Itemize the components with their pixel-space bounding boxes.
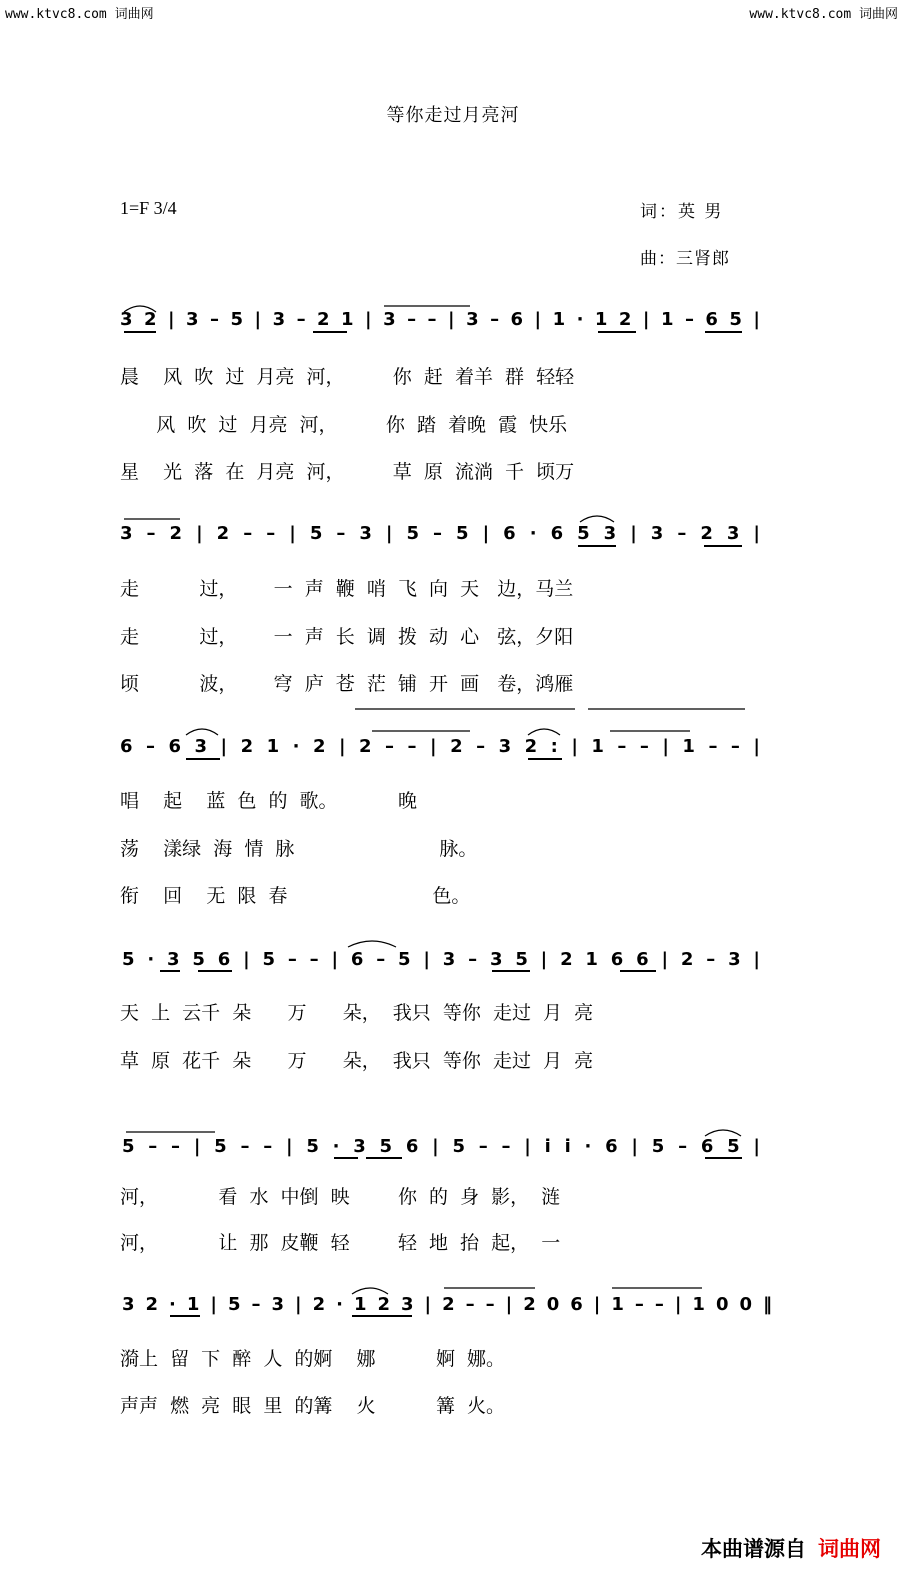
notation-line-3 xyxy=(0,705,906,765)
notation-system-2 xyxy=(0,502,906,562)
lyric-5-2: 河， 让 那 皮鞭 轻 轻 地 抬 起， 一 xyxy=(120,1232,561,1254)
lyric-5-1: 河， 看 水 中倒 映 你 的 身 影， 涟 xyxy=(120,1186,561,1208)
lyric-1-1: 晨 风 吹 过 月亮 河， 你 赶 着羊 群 轻轻 xyxy=(120,366,575,388)
lyric-6-1: 漪上 留 下 醉 人 的婀 娜 婀 娜。 xyxy=(120,1348,506,1370)
key-signature: 1=F 3/4 xyxy=(120,198,177,218)
lyric-2-3: 顷 波， 穹 庐 苍 茫 铺 开 画 卷，鸿雁 xyxy=(120,673,574,695)
slur-mark xyxy=(580,516,614,522)
site-label[interactable]: 词曲网 xyxy=(818,1537,881,1561)
notation-system-1 xyxy=(0,290,906,350)
notation-text-1: 3 2 | 3 – 5 | 3 – 2 1 | 3 – – | 3 – 6 | 1 · 1 2 | 1 – 6 5 | xyxy=(120,309,760,330)
lyric-2-1: 走 过， 一 声 鞭 哨 飞 向 天 边，马兰 xyxy=(120,578,574,600)
notation-system-4 xyxy=(0,925,906,985)
lyric-1-3: 星 光 落 在 月亮 河， 草 原 流淌 千 顷万 xyxy=(120,461,575,483)
notation-text-2: 3 – 2 | 2 – – | 5 – 3 | 5 – 5 | 6 · 6 5 3 | 3 – 2 3 | xyxy=(120,523,760,544)
notation-line-6 xyxy=(0,1272,906,1332)
lyric-6-2: 声声 燃 亮 眼 里 的篝 火 篝 火。 xyxy=(120,1395,506,1417)
notation-system-5 xyxy=(0,1112,906,1172)
composer-credit: 曲：三肾郎 xyxy=(640,249,730,269)
notation-line-4 xyxy=(0,925,906,985)
lyric-3-1: 唱 起 蓝 色 的 歌。 晚 xyxy=(120,790,417,812)
lyric-2-2: 走 过， 一 声 长 调 拨 动 心 弦，夕阳 xyxy=(120,626,574,648)
notation-text-3: 6 – 6 3 | 2 1 · 2 | 2 – – | 2 – 3 2 : | 1 – – | 1 – – | xyxy=(120,736,761,757)
notation-line-1 xyxy=(0,290,906,350)
notation-text-4: 5 · 3 5 6 | 5 – – | 6 – 5 | 3 – 3 5 | 2 1 6 6 | 2 – 3 | xyxy=(122,949,760,970)
lyric-4-1: 天 上 云千 朵 万 朵， 我只 等你 走过 月 亮 xyxy=(120,1002,594,1024)
watermark-right: www.ktvc8.com 词曲网 xyxy=(749,7,898,22)
slur-mark xyxy=(186,729,560,735)
lyric-3-3: 衔 回 无 限 春 色。 xyxy=(120,885,471,907)
source-footer xyxy=(701,1533,881,1563)
slur-mark xyxy=(348,941,396,947)
lyric-3-2: 荡 漾绿 海 情 脉 脉。 xyxy=(120,838,478,860)
notation-text-5: 5 – – | 5 – – | 5 · 3 5 6 | 5 – – | i i · 6 | 5 – 6 5 | xyxy=(122,1136,760,1157)
lyric-1-2: 风 吹 过 月亮 河， 你 踏 着晚 霞 快乐 xyxy=(120,414,568,436)
notation-line-5 xyxy=(0,1112,906,1172)
lyricist-credit: 词：英 男 xyxy=(640,202,724,222)
notation-system-3 xyxy=(0,705,906,765)
watermark-left: www.ktvc8.com 词曲网 xyxy=(5,7,154,22)
lyric-4-2: 草 原 花千 朵 万 朵， 我只 等你 走过 月 亮 xyxy=(120,1050,594,1072)
source-label: 本曲谱源自 xyxy=(701,1537,806,1561)
notation-line-2 xyxy=(0,502,906,562)
song-title: 等你走过月亮河 xyxy=(386,105,520,126)
notation-text-6: 3 2 · 1 | 5 – 3 | 2 · 1 2 3 | 2 – – | 2 0 6 | 1 – – | 1 0 0 ‖ xyxy=(122,1294,772,1315)
notation-system-6 xyxy=(0,1272,906,1332)
